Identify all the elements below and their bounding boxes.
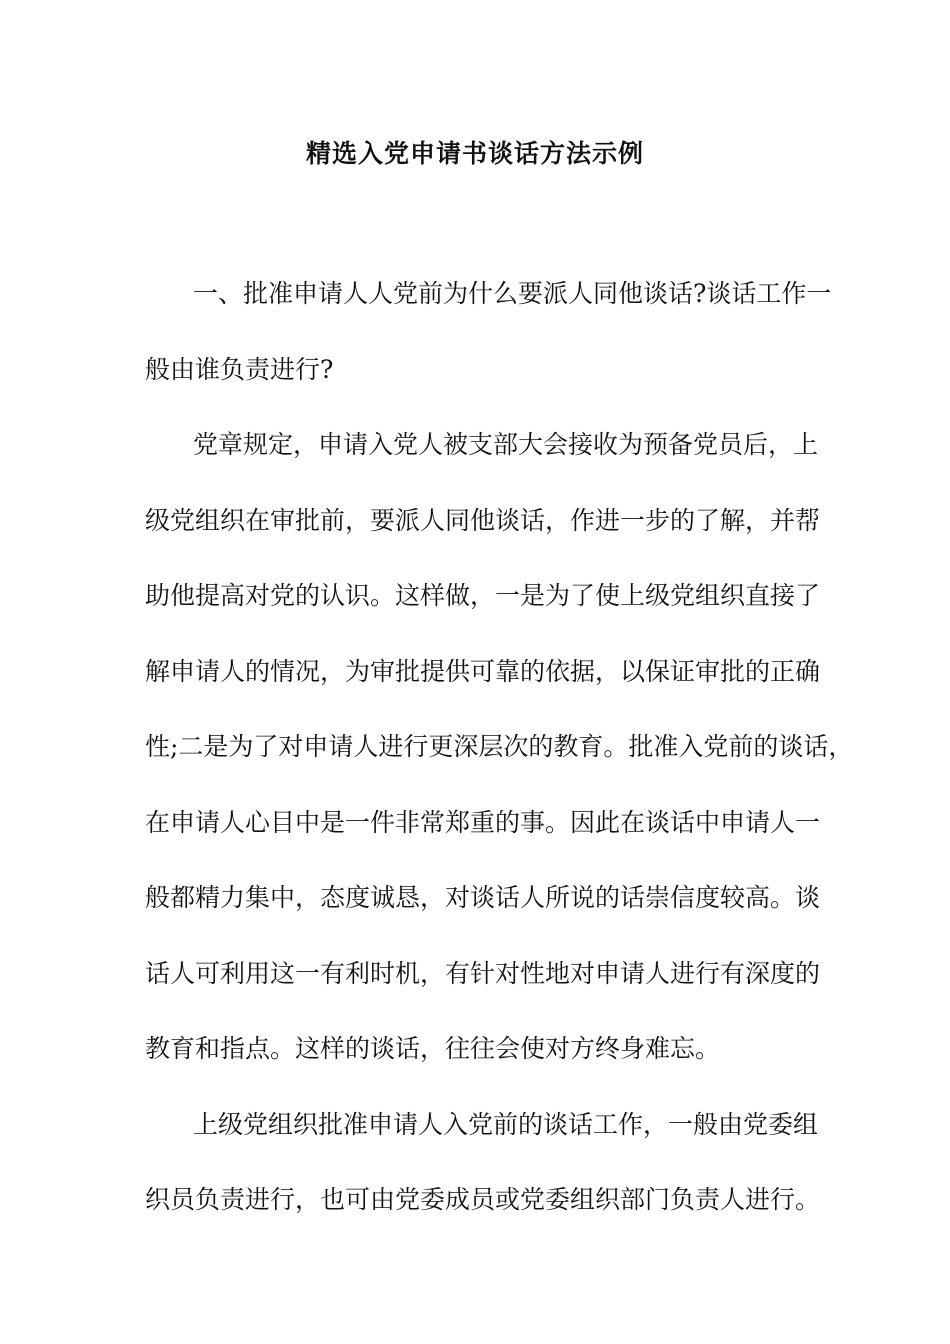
paragraph-line: 教育和指点。这样的谈话，往往会使对方终身难忘。 bbox=[145, 1034, 721, 1063]
paragraph-line: 助他提高对党的认识。这样做，一是为了使上级党组织直接了 bbox=[145, 581, 821, 610]
paragraph-line: 党章规定，申请入党人被支部大会接收为预备党员后，上 bbox=[193, 430, 819, 459]
paragraph-line: 性;二是为了对申请人进行更深层次的教育。批准入党前的谈话， bbox=[145, 732, 854, 761]
paragraph-line: 织员负责进行，也可由党委成员或党委组织部门负责人进行。 bbox=[145, 1185, 821, 1214]
paragraph-line: 上级党组织批准申请人入党前的谈话工作，一般由党委组 bbox=[193, 1109, 819, 1139]
paragraph-line: 级党组织在审批前，要派人同他谈话，作进一步的了解，并帮 bbox=[145, 505, 821, 535]
paragraph-line: 一、批准申请人人党前为什么要派人同他谈话?谈话工作一 bbox=[193, 279, 832, 308]
paragraph-line: 般由谁负责进行? bbox=[145, 354, 334, 384]
document-body bbox=[145, 256, 854, 1238]
paragraph-responsibility bbox=[145, 1087, 825, 1238]
paragraph-question bbox=[145, 256, 832, 407]
paragraph-line: 般都精力集中，态度诚恳，对谈话人所说的话崇信度较高。谈 bbox=[145, 883, 821, 912]
document-title: 精选入党申请书谈话方法示例 bbox=[305, 139, 644, 168]
paragraph-answer bbox=[145, 407, 854, 1087]
paragraph-line: 在申请人心目中是一件非常郑重的事。因此在谈话中申请人一 bbox=[145, 807, 821, 837]
paragraph-line: 解申请人的情况，为审批提供可靠的依据，以保证审批的正确 bbox=[145, 656, 821, 686]
paragraph-line: 话人可利用这一有利时机，有针对性地对申请人进行有深度的 bbox=[145, 958, 821, 988]
